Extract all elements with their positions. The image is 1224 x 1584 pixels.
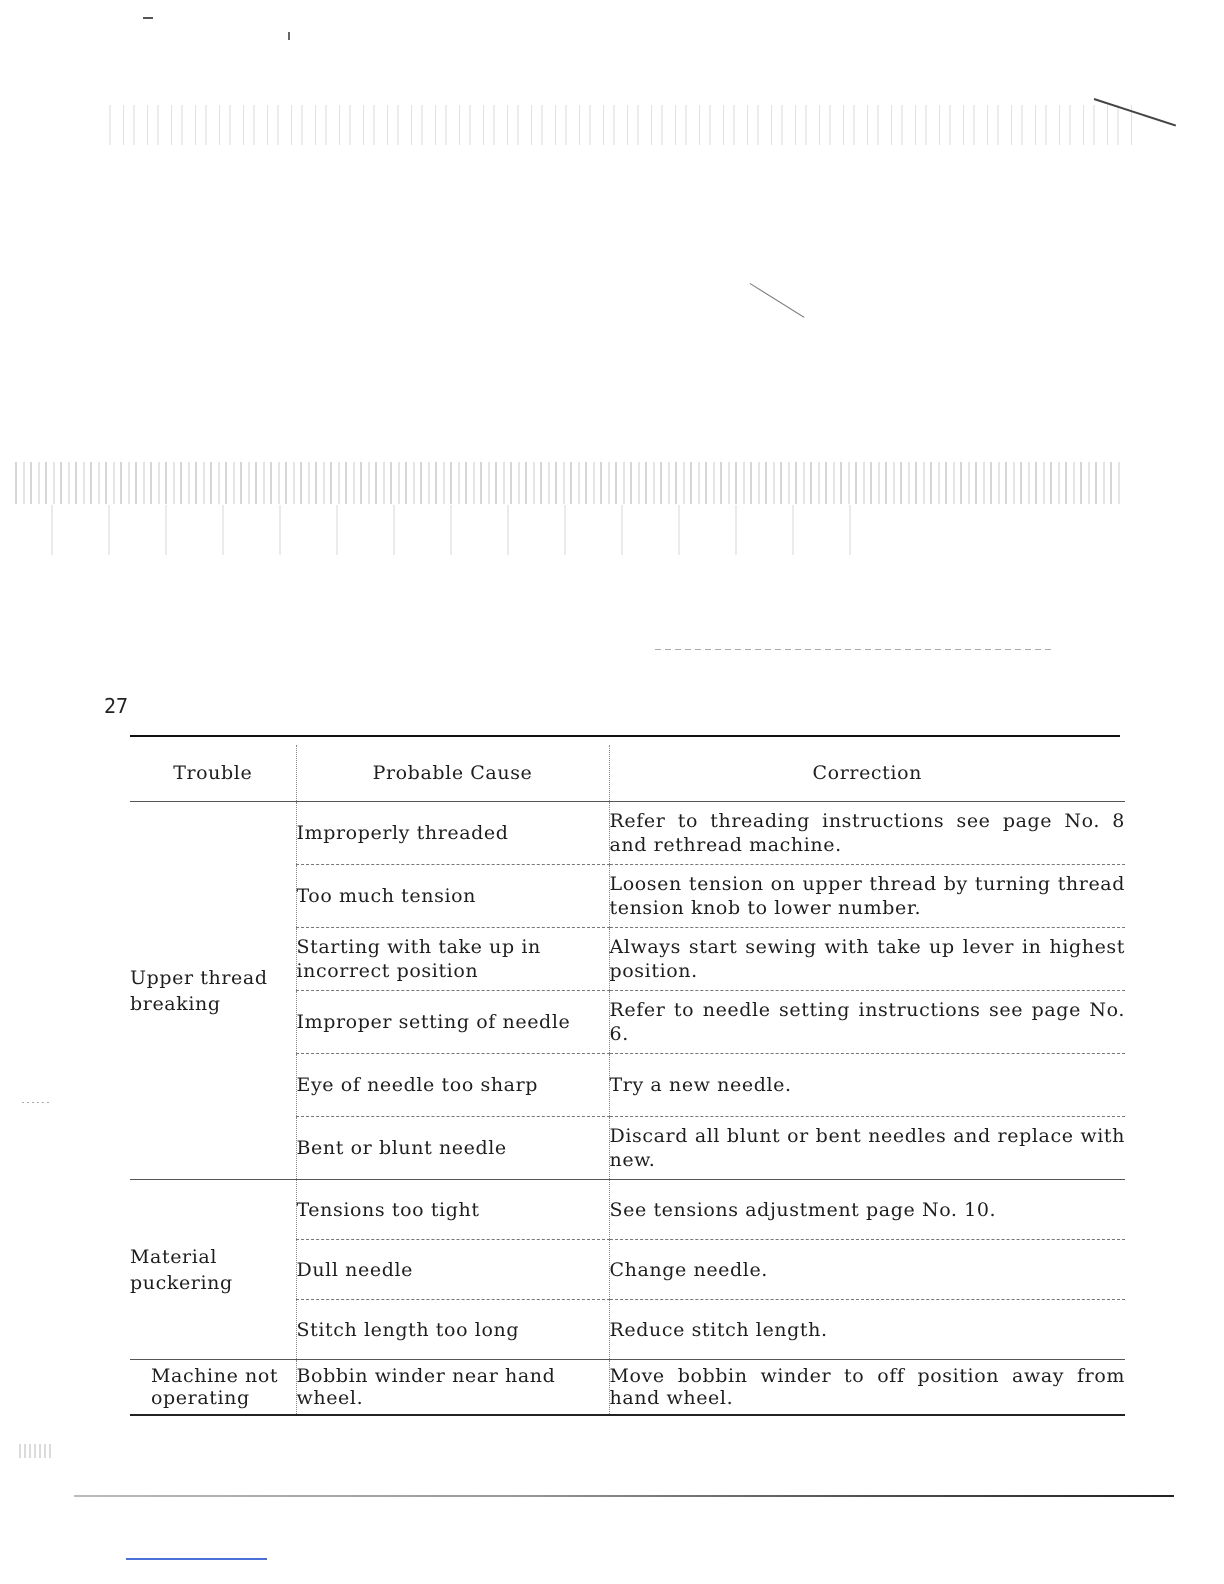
scan-noise-band <box>20 505 900 555</box>
cause-cell: Too much tension <box>296 865 609 928</box>
table-row <box>130 802 1125 865</box>
cause-cell: Eye of needle too sharp <box>296 1054 609 1117</box>
cause-cell: Bent or blunt needle <box>296 1117 609 1180</box>
cause-cell: Bobbin winder near hand wheel. <box>296 1360 609 1416</box>
correction-cell: Always start sewing with take up lever in highest position. <box>609 928 1125 991</box>
header-probable-cause: Probable Cause <box>296 745 609 802</box>
trouble-material-puckering: Material puckering <box>130 1180 296 1360</box>
cause-cell: Starting with take up in incorrect position <box>296 928 609 991</box>
trouble-upper-thread-breaking: Upper thread breaking <box>130 802 296 1180</box>
scan-speck <box>22 1102 52 1103</box>
correction-cell: Loosen tension on upper thread by turning thread tension knob to lower number. <box>609 865 1125 928</box>
correction-cell: Reduce stitch length. <box>609 1300 1125 1360</box>
scan-noise-band <box>10 462 1120 504</box>
scan-stroke <box>750 283 805 318</box>
table-row <box>130 1180 1125 1240</box>
correction-cell: Discard all blunt or bent needles and replace with new. <box>609 1117 1125 1180</box>
scan-speck <box>16 1444 54 1458</box>
header-trouble: Trouble <box>130 745 296 802</box>
correction-cell: See tensions adjustment page No. 10. <box>609 1180 1125 1240</box>
cause-cell: Tensions too tight <box>296 1180 609 1240</box>
header-correction: Correction <box>609 745 1125 802</box>
correction-cell: Try a new needle. <box>609 1054 1125 1117</box>
cause-cell: Improperly threaded <box>296 802 609 865</box>
cause-cell: Dull needle <box>296 1240 609 1300</box>
correction-cell: Move bobbin winder to off position away from hand wheel. <box>609 1360 1125 1416</box>
correction-cell: Refer to threading instructions see page No. 8 and rethread machine. <box>609 802 1125 865</box>
correction-cell: Refer to needle setting instructions see page No. 6. <box>609 991 1125 1054</box>
table-row <box>130 1360 1125 1416</box>
troubleshooting-table <box>130 745 1125 1416</box>
correction-cell: Change needle. <box>609 1240 1125 1300</box>
scan-speck <box>288 32 290 40</box>
scan-noise-band <box>100 105 1140 145</box>
scan-speck <box>143 17 153 19</box>
trouble-machine-not-operating: Machine not operating <box>130 1360 296 1416</box>
scan-dash-line <box>655 649 1055 650</box>
table-top-rule <box>130 735 1120 737</box>
scan-blue-line <box>126 1558 267 1560</box>
cause-cell: Stitch length too long <box>296 1300 609 1360</box>
page-number: 27 <box>104 694 129 718</box>
scan-bottom-rule <box>74 1495 1174 1497</box>
cause-cell: Improper setting of needle <box>296 991 609 1054</box>
table-header-row <box>130 745 1125 802</box>
